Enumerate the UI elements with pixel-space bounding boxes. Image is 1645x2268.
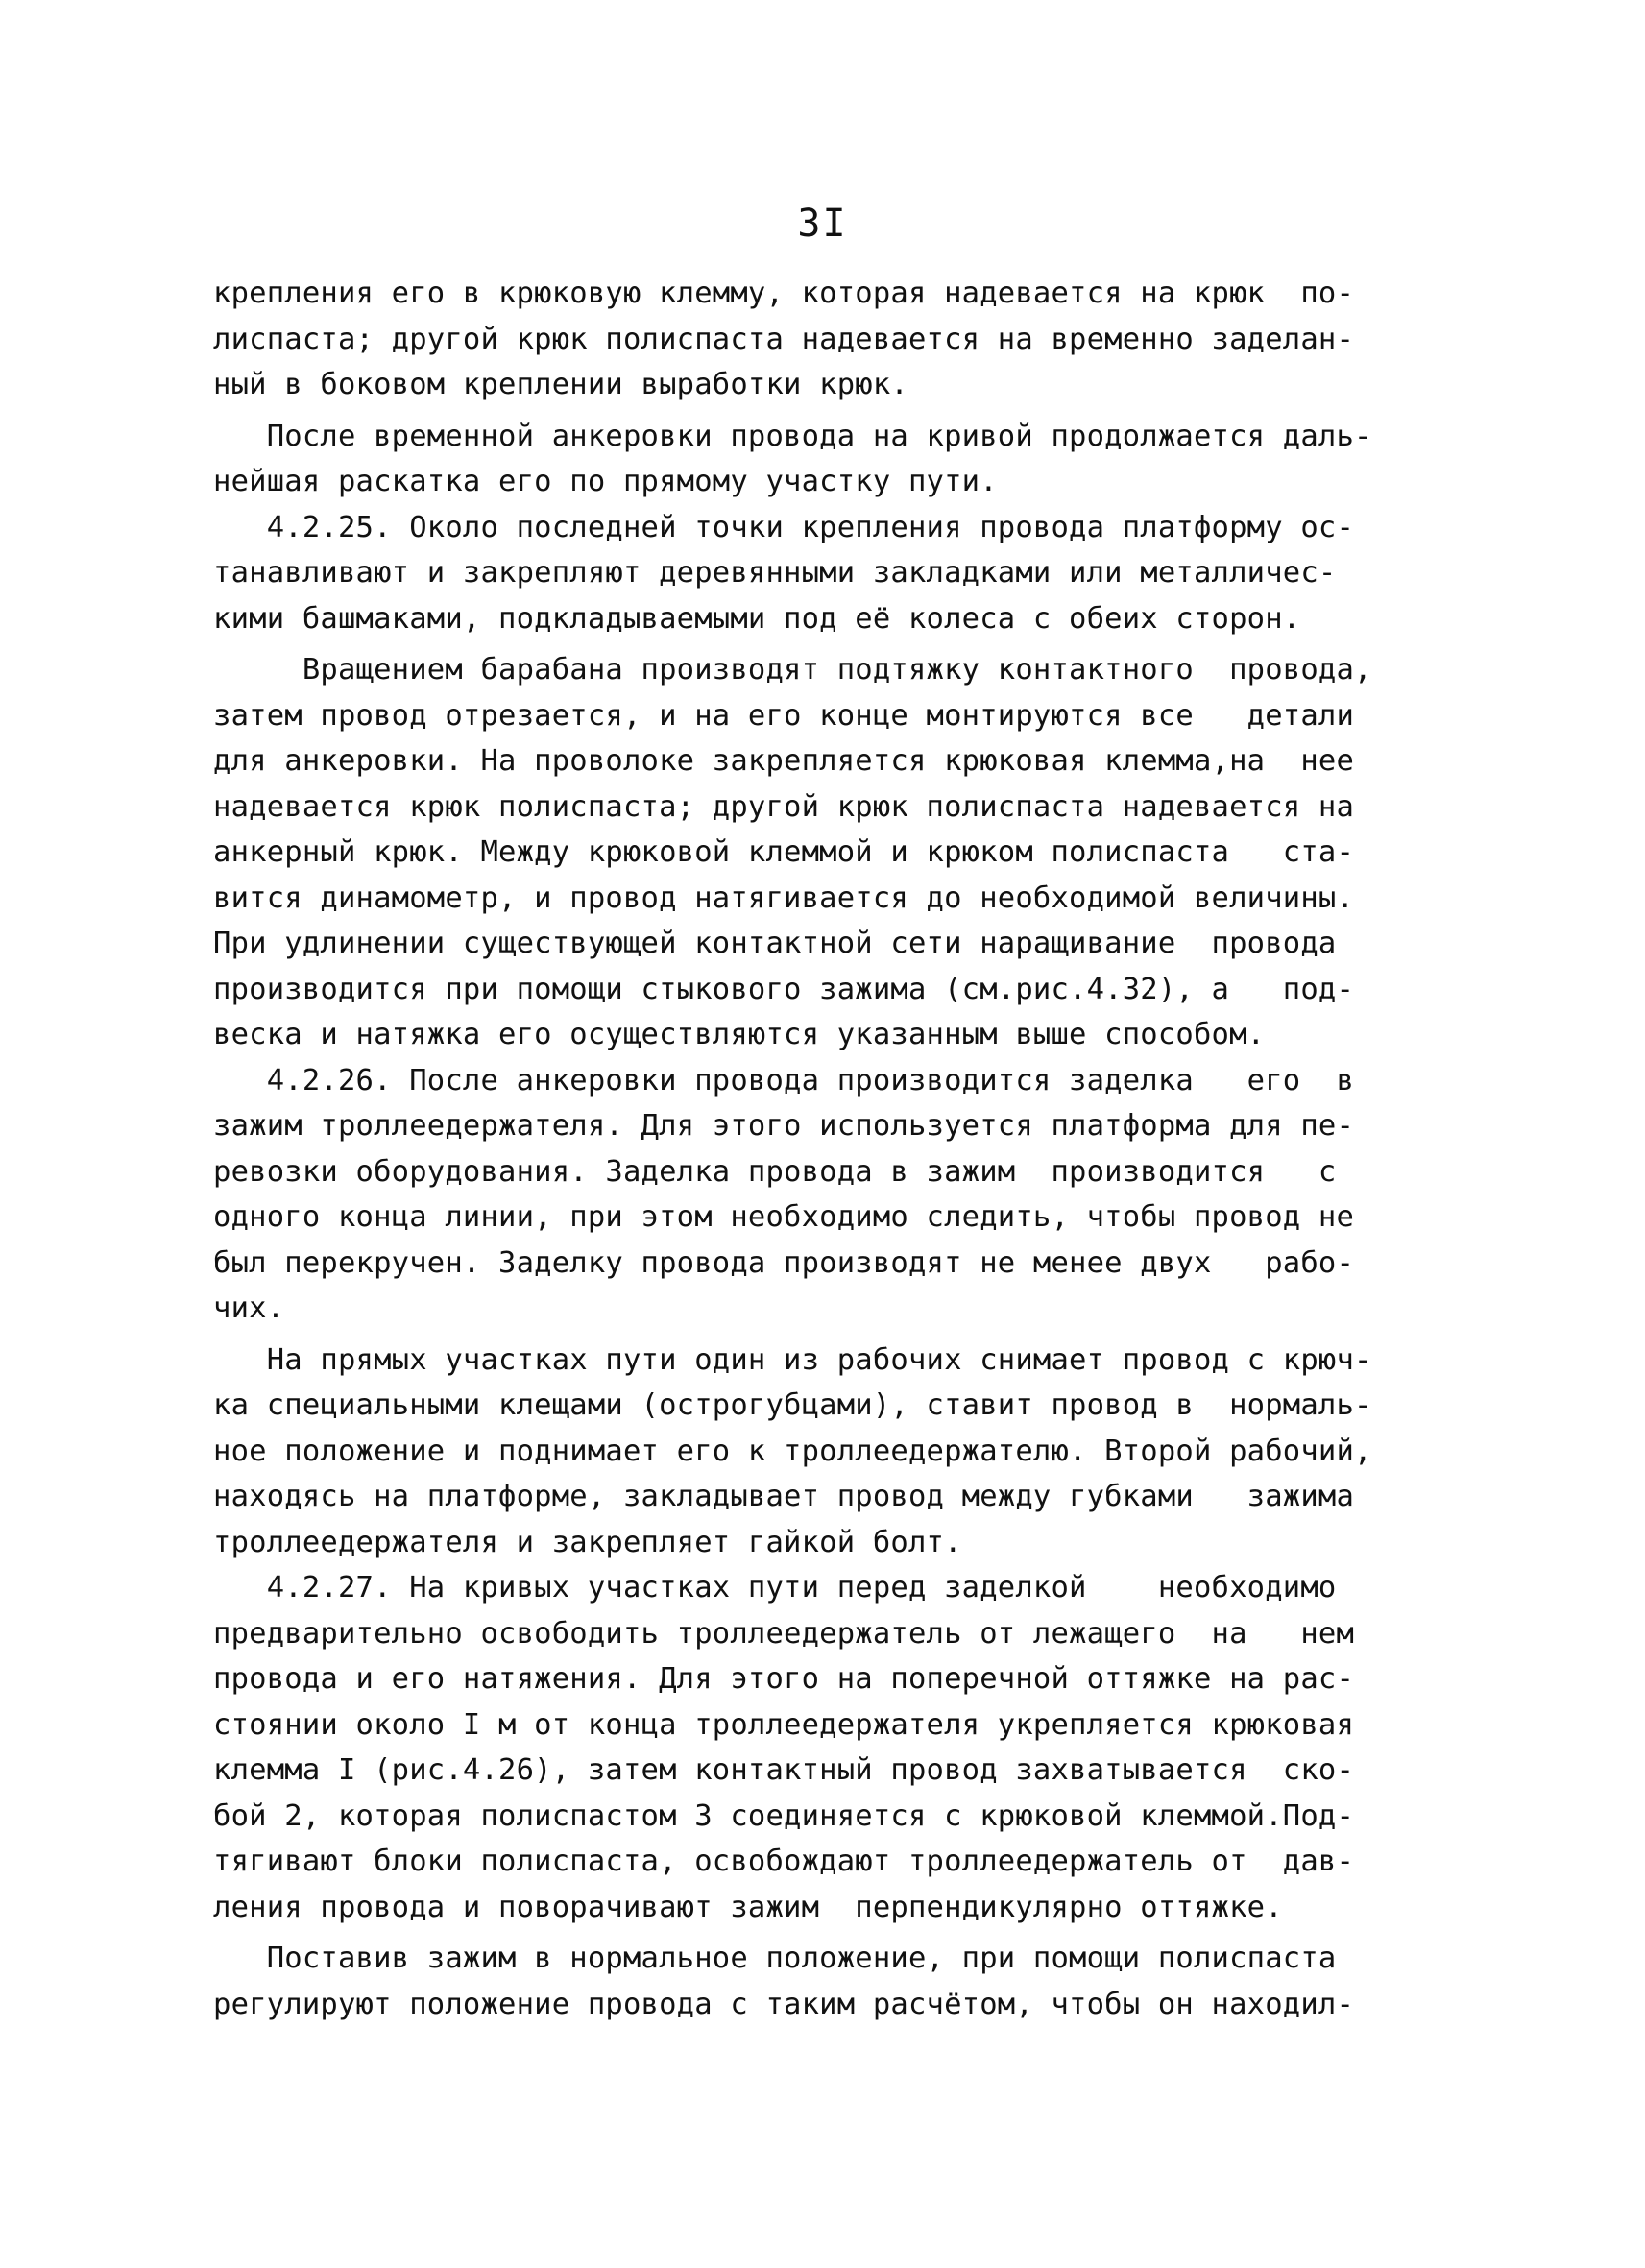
text-line: предварительно освободить троллеедержатель от лежащего на нем bbox=[213, 1616, 1355, 1651]
text-line: ления провода и поворачивают зажим перпендикулярно оттяжке. bbox=[213, 1890, 1283, 1924]
text-line: Поставив зажим в нормальное положение, при помощи полиспаста bbox=[213, 1942, 1337, 1975]
text-line: кими башмаками, подкладываемыми под её колеса с обеих сторон. bbox=[213, 601, 1301, 636]
text-line: находясь на платформе, закладывает провод между губками зажима bbox=[213, 1480, 1355, 1513]
text-line: лиспаста; другой крюк полиспаста надевается на временно заделан- bbox=[213, 322, 1355, 356]
text-line: 4.2.26. После анкеровки провода производится заделка его в bbox=[213, 1063, 1355, 1098]
text-line: ревозки оборудования. Заделка провода в зажим производится с bbox=[213, 1154, 1337, 1189]
text-line: троллеедержателя и закрепляет гайкой болт. bbox=[213, 1525, 962, 1559]
text-line: затем провод отрезается, и на его конце монтируются все детали bbox=[213, 698, 1355, 733]
text-line: На прямых участках пути один из рабочих снимает провод с крюч- bbox=[213, 1342, 1372, 1377]
text-line: Вращением барабана производят подтяжку контактного провода, bbox=[213, 653, 1372, 687]
text-line: веска и натяжка его осуществляются указанным выше способом. bbox=[213, 1018, 1266, 1051]
page-number: 3I bbox=[797, 202, 848, 246]
text-line: вится динамометр, и провод натягивается до необходимой величины. bbox=[213, 881, 1355, 915]
text-line: клемма I (рис.4.26), затем контактный провод захватывается ско- bbox=[213, 1753, 1355, 1787]
text-line: одного конца линии, при этом необходимо следить, чтобы провод не bbox=[213, 1200, 1355, 1234]
text-line: стоянии около I м от конца троллеедержателя укрепляется крюковая bbox=[213, 1707, 1355, 1742]
text-line: тягивают блоки полиспаста, освобождают троллеедержатель от дав- bbox=[213, 1845, 1355, 1878]
text-line: зажим троллеедержателя. Для этого используется платформа для пе- bbox=[213, 1109, 1355, 1143]
text-line: провода и его натяжения. Для этого на поперечной оттяжке на рас- bbox=[213, 1662, 1355, 1696]
text-line: ное положение и поднимает его к троллеедержателю. Второй рабочий, bbox=[213, 1434, 1372, 1468]
body-text bbox=[213, 271, 1423, 2027]
text-line: бой 2, которая полиспастом 3 соединяется с крюковой клеммой.Под- bbox=[213, 1798, 1355, 1833]
text-line: чих. bbox=[213, 1291, 285, 1325]
text-line: производится при помощи стыкового зажима (см.рис.4.32), а под- bbox=[213, 972, 1355, 1006]
text-line: 4.2.25. Около последней точки крепления провода платформу ос- bbox=[213, 510, 1355, 544]
text-line: регулируют положение провода с таким расчётом, чтобы он находил- bbox=[213, 1987, 1355, 2021]
text-line: После временной анкеровки провода на кривой продолжается даль- bbox=[213, 419, 1372, 453]
text-line: крепления его в крюковую клемму, которая надевается на крюк по- bbox=[213, 277, 1355, 310]
text-line: был перекручен. Заделку провода производят не менее двух рабо- bbox=[213, 1245, 1355, 1280]
text-line: для анкеровки. На проволоке закрепляется крюковая клемма,на нее bbox=[213, 744, 1355, 778]
text-line: нейшая раскатка его по прямому участку пути. bbox=[213, 465, 998, 498]
text-line: надевается крюк полиспаста; другой крюк полиспаста надевается на bbox=[213, 789, 1355, 824]
text-line: При удлинении существующей контактной сети наращивание провода bbox=[213, 927, 1337, 960]
text-line: 4.2.27. На кривых участках пути перед заделкой необходимо bbox=[213, 1571, 1337, 1604]
text-line: анкерный крюк. Между крюковой клеммой и крюком полиспаста ста- bbox=[213, 835, 1355, 869]
text-line: ка специальными клещами (острогубцами), ставит провод в нормаль- bbox=[213, 1388, 1372, 1422]
text-line: ный в боковом креплении выработки крюк. bbox=[213, 368, 908, 401]
text-line: танавливают и закрепляют деревянными закладками или металличес- bbox=[213, 556, 1337, 590]
